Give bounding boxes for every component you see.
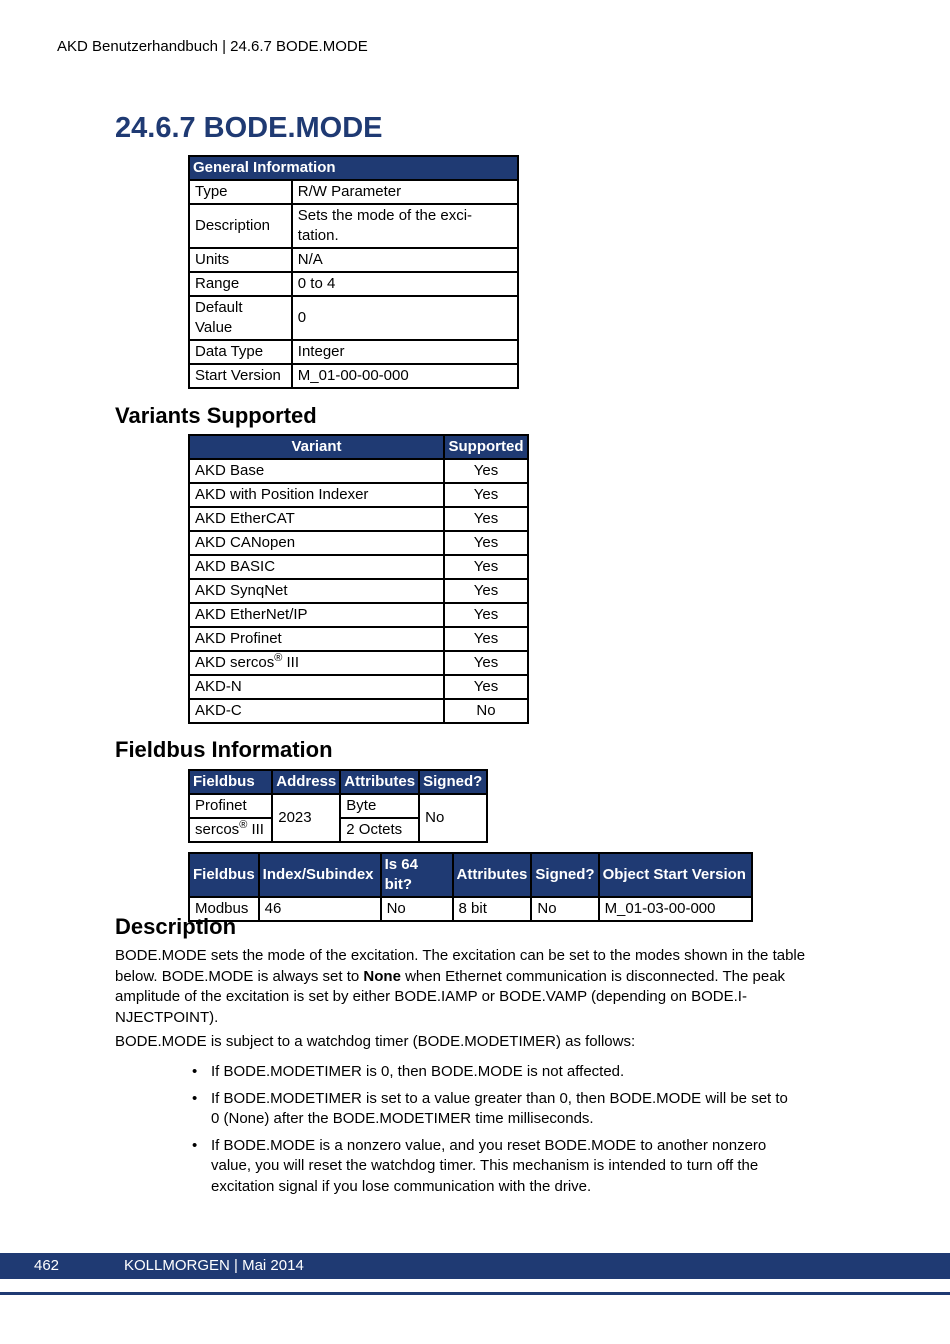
fieldbus-name-text: sercos <box>195 821 240 838</box>
row-label: Type <box>189 180 292 204</box>
variant-name-suffix: III <box>282 654 299 671</box>
fieldbus-name: Profinet <box>189 794 272 818</box>
table-row <box>189 555 528 579</box>
variant-supported: No <box>444 699 528 723</box>
table-cell: M_01-03-00-000 <box>599 897 752 921</box>
variant-name: AKD EtherNet/IP <box>189 603 444 627</box>
general-information-header: General Information <box>189 156 518 180</box>
variant-name: AKD Profinet <box>189 627 444 651</box>
row-label: Range <box>189 272 292 296</box>
bullet-icon: • <box>192 1063 198 1080</box>
variant-supported: Yes <box>444 579 528 603</box>
row-value: Integer <box>292 340 518 364</box>
paragraph-text: when Ethernet communication is disconnected. The peak amplitude of the excitation is set by either BODE.IAMP or BODE.VAMP (depending on BODE.I-NJECTPOINT). <box>115 967 786 1026</box>
variant-supported: Yes <box>444 555 528 579</box>
row-value-line2: tation. <box>297 227 339 244</box>
table-row <box>189 627 528 651</box>
list-item-text: If BODE.MODE is a nonzero value, and you reset BODE.MODE to another nonzero value, you will reset the watchdog timer. This mechanism is intended to turn off the excitation signal if you lose communication with the drive. <box>211 1136 767 1195</box>
paragraph-text: BODE.MODE sets the mode of the excitation. The excitation can be set to the modes shown in the table below. BODE.MODE is always set to <box>115 947 806 985</box>
list-item <box>190 1062 790 1083</box>
row-value: M_01-00-00-000 <box>292 364 518 388</box>
registered-mark: ® <box>239 819 248 831</box>
list-item-text: If BODE.MODETIMER is set to a value greater than 0, then BODE.MODE will be set to 0 (None) after the BODE.MODETIMER time milliseconds. <box>211 1089 788 1127</box>
table-row <box>189 248 518 272</box>
row-label-line2: Value <box>195 319 233 336</box>
signed-column-header: Signed? <box>419 770 487 794</box>
row-label: Start Version <box>189 364 292 388</box>
table-row <box>189 675 528 699</box>
table-row <box>189 272 518 296</box>
table-row <box>189 603 528 627</box>
fieldbus-column-header: Fieldbus <box>189 853 259 897</box>
table-row <box>189 897 752 921</box>
row-label: Description <box>189 204 292 248</box>
row-value: R/W Parameter <box>292 180 518 204</box>
table-row <box>189 459 528 483</box>
fieldbus-column-header: Fieldbus <box>189 770 272 794</box>
registered-mark: ® <box>274 652 283 664</box>
bullet-icon: • <box>192 1089 198 1107</box>
variant-name: AKD CANopen <box>189 531 444 555</box>
table-row <box>189 651 528 675</box>
table-row <box>189 296 518 340</box>
fieldbus-table-2 <box>188 852 753 922</box>
row-label-line1: Default <box>195 299 243 316</box>
variant-supported: Yes <box>444 627 528 651</box>
variant-name <box>189 651 444 675</box>
supported-column-header: Supported <box>444 435 528 459</box>
row-value-line1: Sets the mode of the exci- <box>297 207 473 224</box>
table-row <box>189 364 518 388</box>
variant-supported: Yes <box>444 675 528 699</box>
variant-name: AKD Base <box>189 459 444 483</box>
row-label: Data Type <box>189 340 292 364</box>
address-column-header: Address <box>272 770 340 794</box>
row-value: 0 to 4 <box>292 272 518 296</box>
table-cell: No <box>531 897 598 921</box>
fieldbus-name-suffix: III <box>247 821 264 838</box>
table-row <box>189 531 528 555</box>
table-row <box>189 483 528 507</box>
fieldbus-heading: Fieldbus Information <box>115 737 333 762</box>
description-paragraph-2: BODE.MODE is subject to a watchdog timer (BODE.MODETIMER) as follows: <box>115 1033 636 1050</box>
page-number: 462 <box>34 1257 60 1274</box>
table-row <box>189 794 487 818</box>
footer-text: KOLLMORGEN | Mai 2014 <box>124 1257 304 1274</box>
variant-name: AKD with Position Indexer <box>189 483 444 507</box>
description-heading: Description <box>115 914 237 939</box>
fieldbus-name <box>189 818 272 842</box>
row-value: N/A <box>292 248 518 272</box>
bullet-icon: • <box>192 1136 198 1154</box>
list-item <box>190 1136 790 1198</box>
variant-supported: Yes <box>444 651 528 675</box>
list-item-text: If BODE.MODETIMER is 0, then BODE.MODE is not affected. <box>211 1063 625 1080</box>
table-row <box>189 507 528 531</box>
variant-name: AKD BASIC <box>189 555 444 579</box>
variant-name-text: AKD sercos <box>195 654 275 671</box>
fieldbus-attribute: Byte <box>340 794 419 818</box>
variant-name: AKD-N <box>189 675 444 699</box>
row-value: 0 <box>292 296 518 340</box>
running-header: AKD Benutzerhandbuch | 24.6.7 BODE.MODE <box>57 38 368 55</box>
variant-supported: Yes <box>444 507 528 531</box>
table-row <box>189 204 518 248</box>
row-label <box>189 296 292 340</box>
table-row <box>189 180 518 204</box>
table-cell: 46 <box>259 897 381 921</box>
variant-supported: Yes <box>444 531 528 555</box>
table-row <box>189 340 518 364</box>
index-subindex-column-header: Index/Subindex <box>259 853 381 897</box>
table-cell: No <box>381 897 453 921</box>
table-cell: Modbus <box>189 897 259 921</box>
fieldbus-table-1 <box>188 769 488 843</box>
general-information-table <box>188 155 519 389</box>
variant-name: AKD-C <box>189 699 444 723</box>
paragraph-bold-text: None <box>363 967 401 985</box>
variant-name: AKD SynqNet <box>189 579 444 603</box>
table-row <box>189 699 528 723</box>
variant-supported: Yes <box>444 459 528 483</box>
page-title: 24.6.7 BODE.MODE <box>115 112 383 144</box>
fieldbus-address: 2023 <box>272 794 340 842</box>
fieldbus-signed: No <box>419 794 487 842</box>
table-cell: 8 bit <box>453 897 532 921</box>
table-row <box>189 579 528 603</box>
variants-table <box>188 434 529 724</box>
variants-heading: Variants Supported <box>115 403 317 428</box>
variant-supported: Yes <box>444 603 528 627</box>
fieldbus-attribute: 2 Octets <box>340 818 419 842</box>
attributes-column-header: Attributes <box>340 770 419 794</box>
description-paragraph-1 <box>115 946 835 1028</box>
variant-supported: Yes <box>444 483 528 507</box>
footer-divider <box>0 1292 950 1295</box>
list-item <box>190 1089 790 1130</box>
object-start-version-column-header: Object Start Version <box>599 853 752 897</box>
variant-column-header: Variant <box>189 435 444 459</box>
variant-name: AKD EtherCAT <box>189 507 444 531</box>
row-label: Units <box>189 248 292 272</box>
signed-column-header: Signed? <box>531 853 598 897</box>
attributes-column-header: Attributes <box>453 853 532 897</box>
watchdog-bullet-list <box>190 1062 790 1203</box>
footer-bar <box>0 1253 950 1279</box>
is-64-bit-column-header: Is 64 bit? <box>381 853 453 897</box>
row-value <box>292 204 518 248</box>
